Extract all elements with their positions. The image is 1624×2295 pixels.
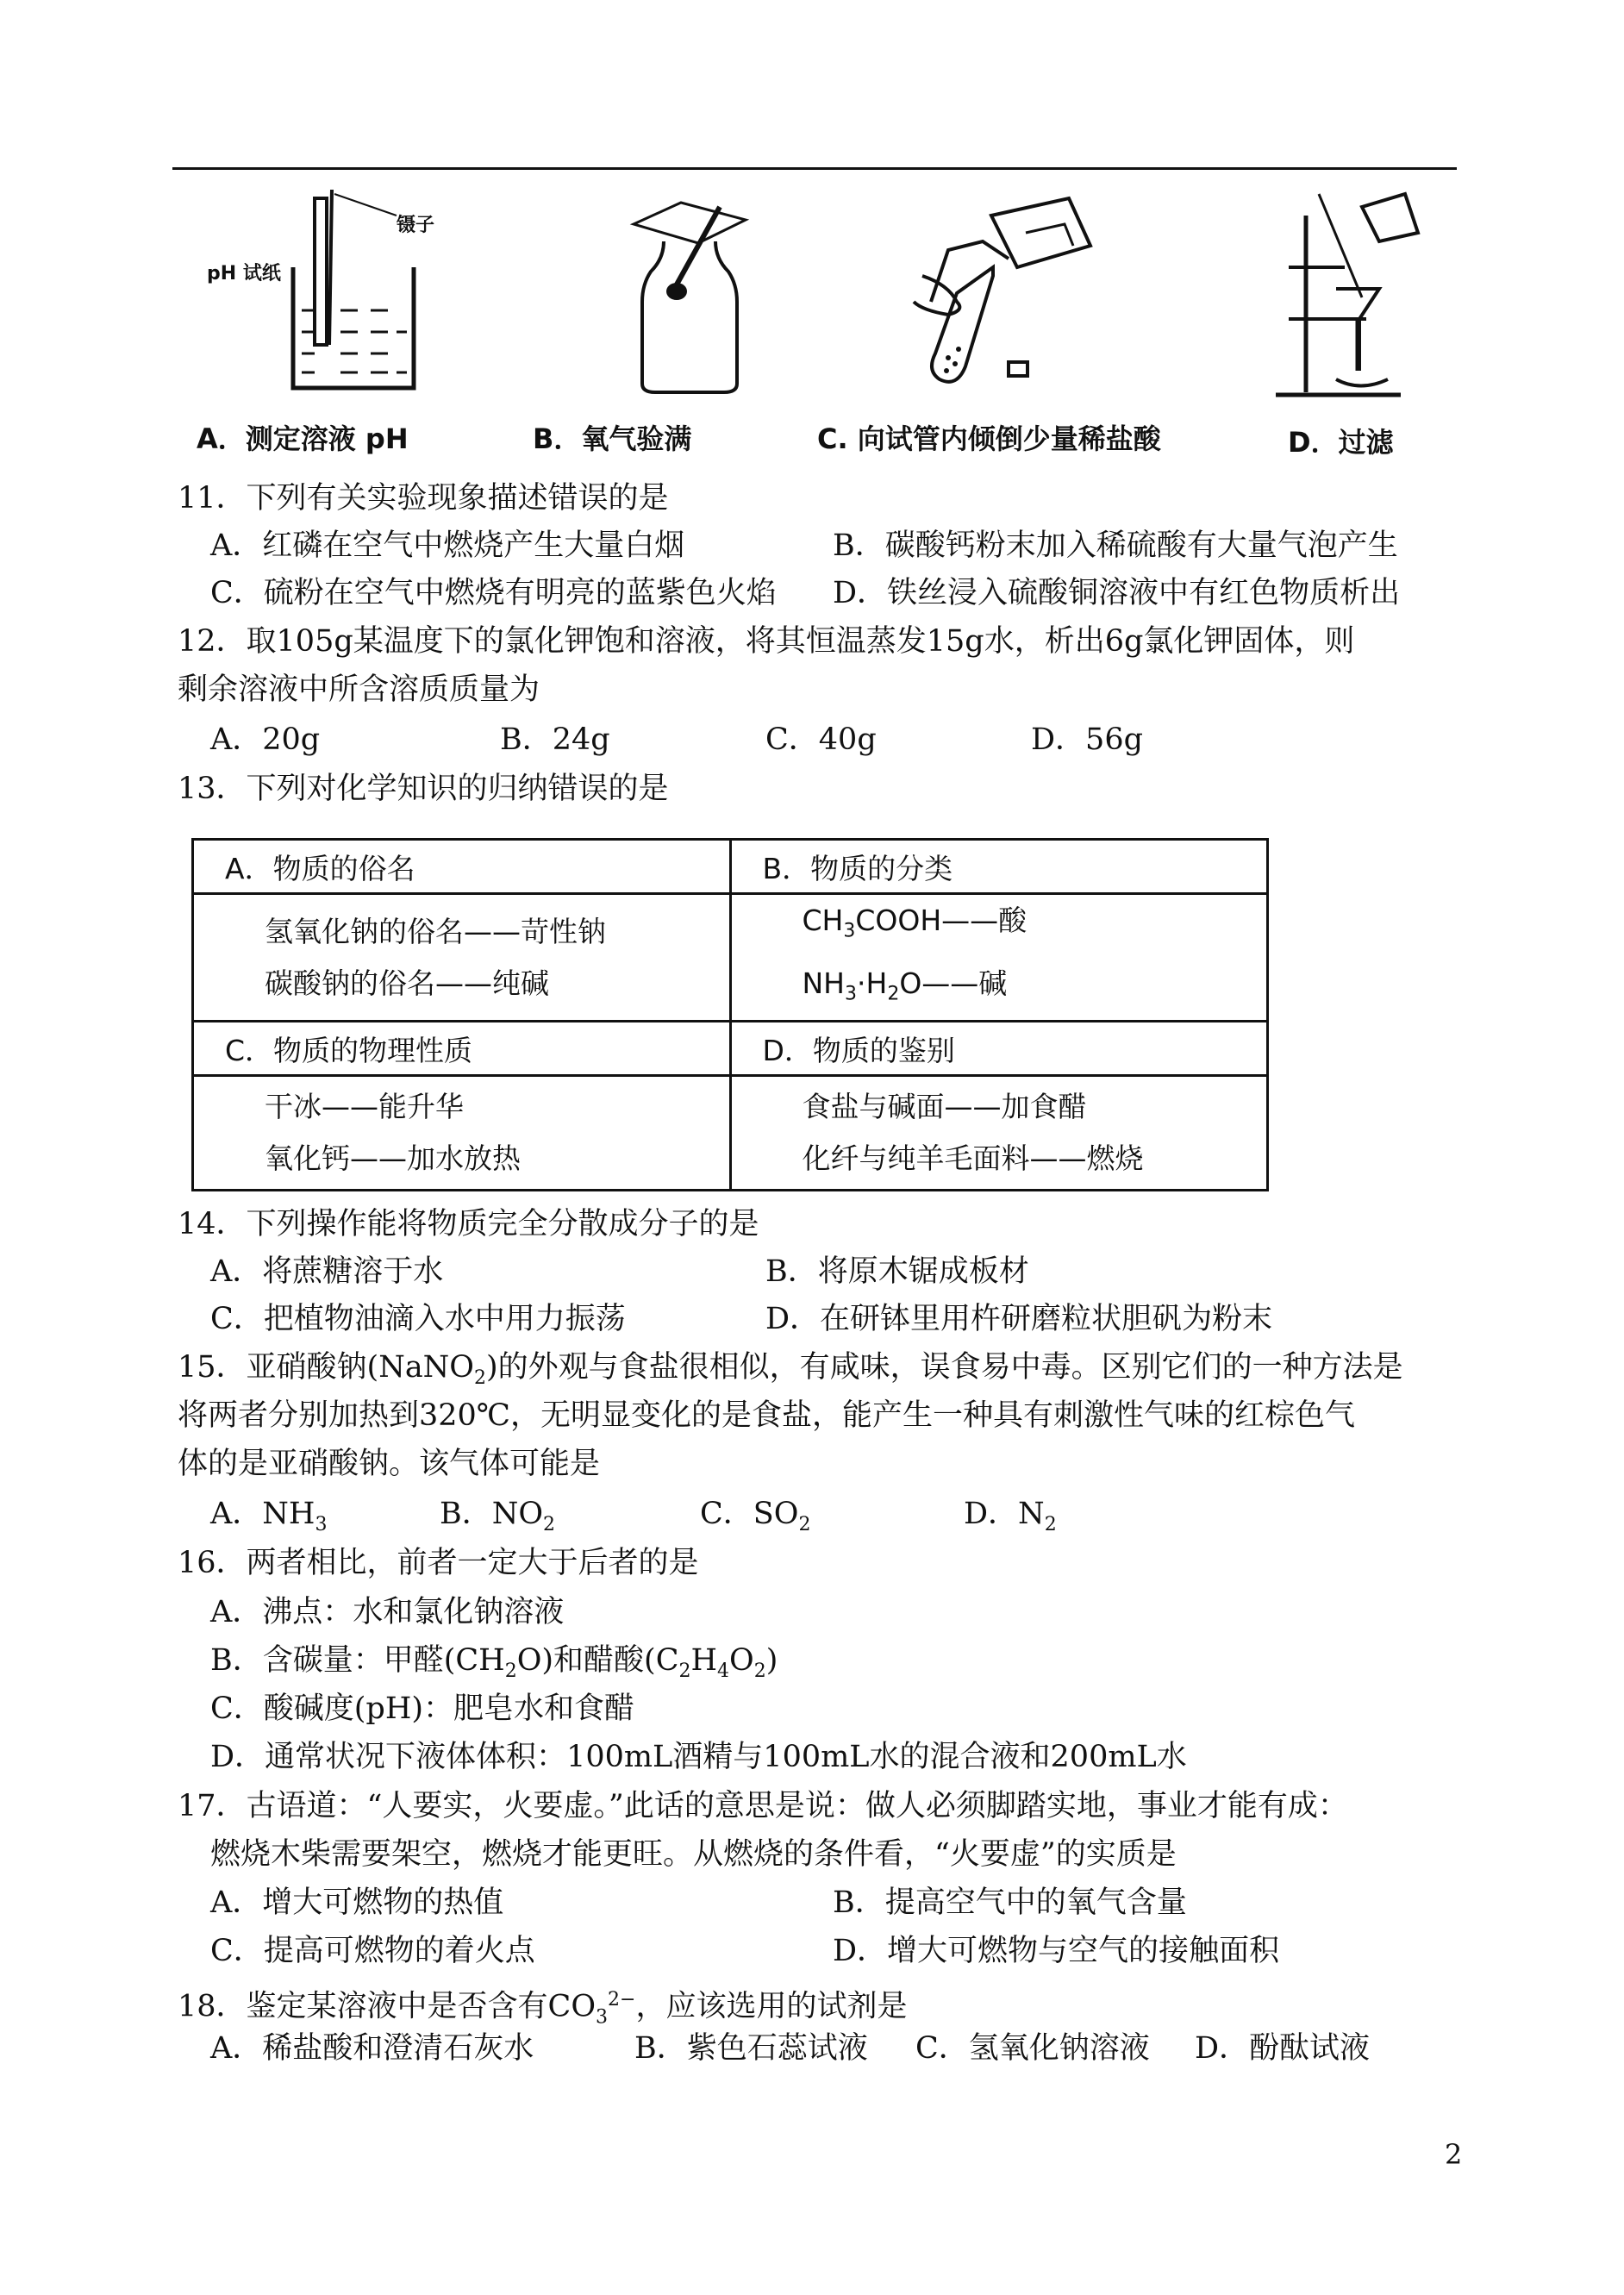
q14-stem: 14．下列操作能将物质完全分散成分子的是 [178,1207,759,1241]
q13-stem: 13．下列对化学知识的归纳错误的是 [178,772,669,806]
q17-stem-line1: 17．古语道：“人要实，火要虚。”此话的意思是说：做人必须脚踏实地，事业才能有成： [178,1789,1348,1823]
q15-option-c: C．$SO_2$ [700,1497,811,1535]
q15-option-d: D．$N_2$ [964,1497,1057,1535]
q12-stem-line1: 12．取105g某温度下的氯化钾饱和溶液，将其恒温蒸发15g水，析出6g氯化钾固体，则 [178,624,1355,659]
q11-stem: 11．下列有关实验现象描述错误的是 [178,481,669,516]
q14-option-b: B．将原木锯成板材 [765,1254,1029,1289]
figure-d-caption: D．过滤 [1288,426,1394,459]
cell-c-line2: 氧化钙——加水放热 [265,1141,521,1176]
q12-option-c: C．40g [765,722,877,757]
q15-option-a: A．$NH_3$ [210,1497,328,1535]
page-number: 2 [1445,2138,1463,2171]
q17-option-b: B．提高空气中的氧气含量 [833,1885,1187,1920]
q18-option-a: A．稀盐酸和澄清石灰水 [210,2031,534,2066]
figure-b-caption: B．氧气验满 [533,422,692,455]
cell-c-line1: 干冰——能升华 [265,1090,464,1124]
cell-d-body [730,1076,1268,1191]
cell-b-line1: $CH_3COOH——$酸 [802,904,1027,942]
q11-option-b: B．碳酸钙粉末加入稀硫酸有大量气泡产生 [833,528,1398,563]
q13-knowledge-table [191,838,1269,1191]
q11-option-d: D．铁丝浸入硫酸铜溶液中有红色物质析出 [833,576,1401,610]
cell-c-head: C．物质的物理性质 [193,1022,731,1076]
q12-option-b: B．24g [500,722,610,757]
test-tube-pouring-illustration [896,181,1103,405]
cell-b-head: B．物质的分类 [730,840,1268,894]
q11-option-c: C．硫粉在空气中燃烧有明亮的蓝紫色火焰 [210,576,777,610]
cell-b-body [730,894,1268,1022]
cell-d-head: D．物质的鉴别 [730,1022,1268,1076]
q18-option-c: C．氢氧化钠溶液 [915,2031,1150,2066]
q17-option-a: A．增大可燃物的热值 [210,1885,504,1920]
q17-option-d: D．增大可燃物与空气的接触面积 [833,1934,1280,1968]
cell-d-line2: 化纤与纯羊毛面料——燃烧 [802,1141,1144,1176]
figure-a-caption: A．测定溶液 pH [197,422,409,455]
ph-paper-label: pH 试纸 [207,263,281,285]
cell-b-line2: $NH_3\cdot H_2O——$碱 [802,966,1008,1005]
cell-c-body [193,1076,731,1191]
tweezers-label: 镊子 [397,215,435,236]
q15-stem-line1: 15．亚硝酸钠(NaNO$_2$)的外观与食盐很相似，有咸味，误食易中毒。区别它们的一种方法是 [178,1350,1403,1389]
q18-option-d: D．酚酞试液 [1195,2031,1371,2066]
q16-option-b: B．含碳量：甲醛$(CH_2O)$和醋酸$(C_2H_4O_2)$ [210,1643,778,1682]
q17-stem-line2: 燃烧木柴需要架空，燃烧才能更旺。从燃烧的条件看，“火要虚”的实质是 [210,1837,1177,1872]
q15-stem-line3: 体的是亚硝酸钠。该气体可能是 [178,1447,601,1481]
q14-option-d: D．在研钵里用杵研磨粒状胆矾为粉末 [765,1302,1273,1336]
figure-c-caption: C. 向试管内倾倒少量稀盐酸 [817,422,1161,455]
cell-a-line2: 碳酸钠的俗名——纯碱 [265,966,549,1000]
cell-a-body [193,894,731,1022]
q16-option-d: D．通常状况下液体体积：100mL酒精与100mL水的混合液和200mL水 [210,1740,1187,1774]
q17-option-c: C．提高可燃物的着火点 [210,1934,535,1968]
cell-a-line1: 氢氧化钠的俗名——苛性钠 [265,914,606,948]
cell-a-head: A．物质的俗名 [193,840,731,894]
q14-option-a: A．将蔗糖溶于水 [210,1254,444,1289]
q12-stem-line2: 剩余溶液中所含溶质质量为 [178,672,540,707]
q15-stem-line2: 将两者分别加热到320℃，无明显变化的是食盐，能产生一种具有刺激性气味的红棕色气 [178,1398,1355,1433]
q16-stem: 16．两者相比，前者一定大于后者的是 [178,1546,699,1580]
q15-option-b: B．$NO_2$ [440,1497,556,1535]
cell-d-line1: 食盐与碱面——加食醋 [802,1090,1087,1124]
gas-bottle-illustration [629,181,750,397]
q12-option-a: A．20g [210,722,321,757]
q11-option-a: A．红磷在空气中燃烧产生大量白烟 [210,528,685,563]
q14-option-c: C．把植物油滴入水中用力振荡 [210,1302,626,1336]
q16-option-c: C．酸碱度(pH)：肥皂水和食醋 [210,1692,635,1726]
header-rule [172,167,1457,170]
filtration-illustration [1267,181,1431,414]
q18-stem: 18．鉴定某溶液中是否含有$CO_3^{2-}$，应该选用的试剂是 [178,1989,908,2029]
q18-option-b: B．紫色石蕊试液 [634,2031,868,2066]
q12-option-d: D．56g [1031,722,1144,757]
q16-option-a: A．沸点：水和氯化钠溶液 [210,1595,565,1629]
